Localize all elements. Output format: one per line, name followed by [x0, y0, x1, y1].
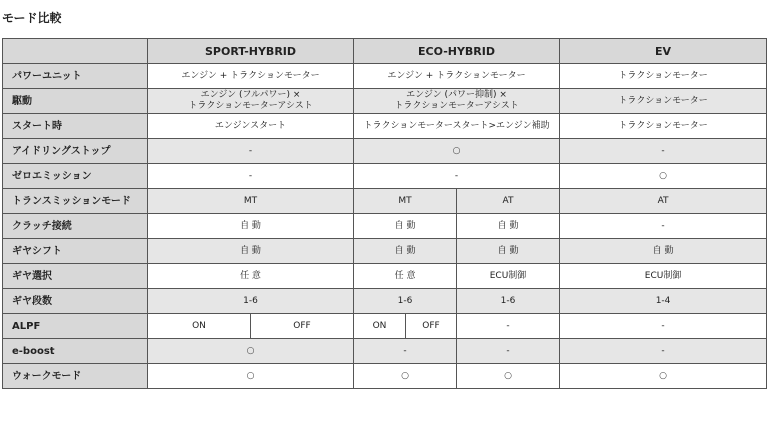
cell-ev: -: [560, 214, 767, 239]
table-row: [3, 239, 767, 264]
table-row: [3, 339, 767, 364]
cell-eco-at: 1-6: [457, 289, 560, 314]
cell-sport: MT: [148, 189, 354, 214]
cell-ev: ECU制御: [560, 264, 767, 289]
cell-sport: ○: [148, 339, 354, 364]
row-label: ゼロエミッション: [3, 164, 148, 189]
cell-sport: エンジン + トラクションモーター: [148, 64, 354, 89]
mode-comparison-table: [2, 38, 767, 389]
cell-eco-mt: 任 意: [354, 264, 457, 289]
cell-eco: エンジン + トラクションモーター: [354, 64, 560, 89]
cell-sport-off: OFF: [251, 314, 354, 339]
cell-sport: 自 動: [148, 214, 354, 239]
cell-eco-mt: ○: [354, 364, 457, 389]
row-label: ギヤ選択: [3, 264, 148, 289]
row-label: 駆動: [3, 89, 148, 114]
table-row: [3, 89, 767, 114]
cell-sport-on: ON: [148, 314, 251, 339]
cell-eco-mt: 自 動: [354, 239, 457, 264]
cell-eco: ○: [354, 139, 560, 164]
table-row: [3, 164, 767, 189]
cell-sport: ○: [148, 364, 354, 389]
cell-eco: -: [354, 164, 560, 189]
cell-ev: ○: [560, 364, 767, 389]
row-label: アイドリングストップ: [3, 139, 148, 164]
cell-ev: -: [560, 314, 767, 339]
cell-ev: 1-4: [560, 289, 767, 314]
cell-ev: トラクションモーター: [560, 64, 767, 89]
table-row: [3, 364, 767, 389]
cell-sport: -: [148, 139, 354, 164]
header-sport-hybrid: SPORT-HYBRID: [148, 39, 354, 64]
table-row: [3, 189, 767, 214]
table-row: [3, 114, 767, 139]
cell-eco-on: ON: [354, 314, 406, 339]
cell-eco-mt: 1-6: [354, 289, 457, 314]
cell-eco: エンジン (パワー抑制) × トラクションモーターアシスト: [354, 89, 560, 114]
row-label: クラッチ接続: [3, 214, 148, 239]
table-row: [3, 214, 767, 239]
row-label: ALPF: [3, 314, 148, 339]
row-label: ギヤ段数: [3, 289, 148, 314]
table-row: [3, 264, 767, 289]
cell-ev: AT: [560, 189, 767, 214]
cell-eco-at: 自 動: [457, 214, 560, 239]
cell-sport: エンジンスタート: [148, 114, 354, 139]
row-label: ウォークモード: [3, 364, 148, 389]
cell-sport: 1-6: [148, 289, 354, 314]
row-label: e-boost: [3, 339, 148, 364]
cell-sport: 任 意: [148, 264, 354, 289]
cell-eco-mt: -: [354, 339, 457, 364]
cell-ev: トラクションモーター: [560, 89, 767, 114]
cell-ev: -: [560, 139, 767, 164]
cell-eco: トラクションモータースタート>エンジン補助: [354, 114, 560, 139]
header-corner: [3, 39, 148, 64]
table-row: [3, 139, 767, 164]
cell-eco-mt: 自 動: [354, 214, 457, 239]
table-row: [3, 289, 767, 314]
cell-sport: エンジン (フルパワー) × トラクションモーターアシスト: [148, 89, 354, 114]
table-row: [3, 64, 767, 89]
cell-eco-at: 自 動: [457, 239, 560, 264]
cell-eco-at: ○: [457, 364, 560, 389]
cell-eco-at: -: [457, 339, 560, 364]
cell-sport: -: [148, 164, 354, 189]
cell-eco-at: ECU制御: [457, 264, 560, 289]
header-ev: EV: [560, 39, 767, 64]
cell-sport: 自 動: [148, 239, 354, 264]
row-label: トランスミッションモード: [3, 189, 148, 214]
page-title: モード比較: [2, 11, 62, 25]
cell-ev: 自 動: [560, 239, 767, 264]
cell-eco-at: -: [457, 314, 560, 339]
table-row: [3, 314, 767, 339]
cell-ev: トラクションモーター: [560, 114, 767, 139]
table-header-row: [3, 39, 767, 64]
row-label: スタート時: [3, 114, 148, 139]
row-label: ギヤシフト: [3, 239, 148, 264]
header-eco-hybrid: ECO-HYBRID: [354, 39, 560, 64]
cell-eco-off: OFF: [406, 314, 457, 339]
cell-eco-mt: MT: [354, 189, 457, 214]
cell-eco-at: AT: [457, 189, 560, 214]
cell-ev: ○: [560, 164, 767, 189]
row-label: パワーユニット: [3, 64, 148, 89]
cell-ev: -: [560, 339, 767, 364]
